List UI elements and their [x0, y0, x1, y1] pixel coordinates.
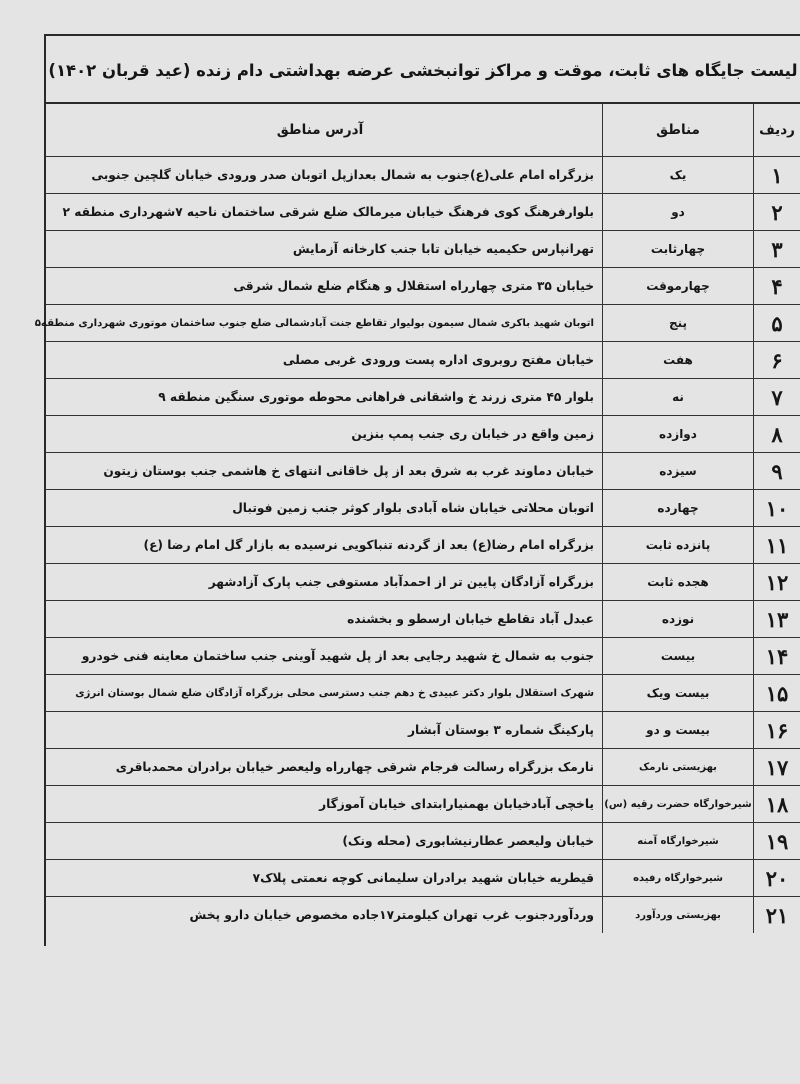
table-row — [46, 823, 800, 860]
row-number: ۱۰ — [754, 490, 800, 527]
row-address: وردآوردجنوب غرب تهران کیلومتر۱۷جاده مخصوص خیابان دارو پخش — [189, 908, 594, 922]
row-number: ۷ — [754, 379, 800, 416]
table-row — [46, 675, 800, 712]
row-address: عبدل آباد تقاطع خیابان ارسطو و بخشنده — [46, 601, 603, 638]
row-address: اتوبان شهید باکری شمال سیمون بولیوار تقاطع جنت آبادشمالی ضلع جنوب ساختمان موتوری شهرداری منطقه۵ — [46, 305, 603, 342]
row-number: ۱ — [754, 157, 800, 194]
header-address: آدرس مناطق — [46, 104, 603, 157]
row-region: سیزده — [603, 453, 754, 490]
row-region: چهارثابت — [603, 231, 754, 268]
row-number: ۱۲ — [754, 564, 800, 601]
row-region: دو — [603, 194, 754, 231]
row-address: پارکینگ شماره ۳ بوستان آبشار — [46, 712, 603, 749]
table-row — [46, 860, 800, 897]
row-address: قیطریه خیابان شهید برادران سلیمانی کوچه نعمتی پلاک۷ — [46, 860, 603, 897]
row-address: خیابان ولیعصر عطارنیشابوری (محله ونک) — [46, 823, 603, 860]
row-number: ۹ — [754, 453, 800, 490]
row-number: ۶ — [754, 342, 800, 379]
table-row — [46, 527, 800, 564]
row-address: بلوارفرهنگ کوی فرهنگ خیابان میرمالک ضلع شرقی ساختمان ناحیه ۷شهرداری منطقه ۲ — [46, 194, 603, 231]
table-row — [46, 601, 800, 638]
table-row — [46, 416, 800, 453]
row-address: زمین واقع در خیابان ری جنب پمپ بنزین — [46, 416, 603, 453]
row-region: شیرخوارگاه حضرت رقیه (س) — [603, 786, 754, 823]
row-address: نارمک بزرگراه رسالت فرجام شرقی چهارراه ولیعصر خیابان برادران محمدباقری — [46, 749, 603, 786]
row-number: ۱۸ — [754, 786, 800, 823]
table-row — [46, 638, 800, 675]
row-region: یک — [603, 157, 754, 194]
row-region: نوزده — [603, 601, 754, 638]
table-row — [46, 231, 800, 268]
row-region: چهارده — [603, 490, 754, 527]
row-number: ۱۶ — [754, 712, 800, 749]
document-sheet — [34, 34, 800, 946]
row-address: خیابان مفتح روبروی اداره پست ورودی غربی مصلی — [46, 342, 603, 379]
table-row — [46, 268, 800, 305]
row-number: ۱۴ — [754, 638, 800, 675]
row-region: شیرخوارگاه رفیده — [603, 860, 754, 897]
row-region: نه — [603, 379, 754, 416]
row-number: ۲ — [754, 194, 800, 231]
row-address: بلوار ۴۵ متری زرند خ واشقانی فراهانی محوطه موتوری سنگین منطقه ۹ — [46, 379, 603, 416]
table-row — [46, 897, 800, 934]
row-number: ۴ — [754, 268, 800, 305]
row-number: ۲۱ — [754, 897, 800, 934]
row-region: دوازده — [603, 416, 754, 453]
table-row — [46, 490, 800, 527]
table-row — [46, 564, 800, 601]
table-row — [46, 712, 800, 749]
row-region: بیست ویک — [603, 675, 754, 712]
row-region: بیست و دو — [603, 712, 754, 749]
locations-table — [34, 104, 800, 933]
table-row — [46, 194, 800, 231]
row-region: پانزده ثابت — [603, 527, 754, 564]
table-row — [46, 379, 800, 416]
row-region: بهزیستی وردآورد — [603, 897, 754, 934]
document-title: لیست جایگاه های ثابت، موقت و مراکز توانبخشی عرضه بهداشتی دام زنده (عید قربان ۱۴۰۲) — [48, 60, 798, 80]
row-address: بزرگراه آزادگان پایین تر از احمدآباد مستوفی جنب پارک آزادشهر — [46, 564, 603, 601]
row-region: شیرخوارگاه آمنه — [603, 823, 754, 860]
row-number: ۱۷ — [754, 749, 800, 786]
row-number: ۵ — [754, 305, 800, 342]
row-address: بزرگراه امام رضا(ع) بعد از گردنه تنباکویی نرسیده به بازار گل امام رضا (ع) — [46, 527, 603, 564]
row-region: چهارموقت — [603, 268, 754, 305]
row-address: خیابان دماوند غرب به شرق بعد از پل خاقانی انتهای خ هاشمی جنب بوستان زیتون — [46, 453, 603, 490]
row-region: هفت — [603, 342, 754, 379]
table-row — [46, 453, 800, 490]
row-address: یاخچی آبادخیابان بهمنیارابتدای خیابان آموزگار — [46, 786, 603, 823]
row-address: شهرک استقلال بلوار دکتر عبیدی خ دهم جنب دسترسی محلی بزرگراه آزادگان ضلع شمال بوستان انرژی — [46, 675, 603, 712]
row-number: ۳ — [754, 231, 800, 268]
table-row — [46, 342, 800, 379]
row-address: بزرگراه امام علی(ع)جنوب به شمال بعدازپل اتوبان صدر ورودی خیابان گلچین جنوبی — [46, 157, 603, 194]
row-region: هجده ثابت — [603, 564, 754, 601]
row-address: جنوب به شمال خ شهید رجایی بعد از پل شهید آوینی جنب ساختمان معاینه فنی خودرو — [46, 638, 603, 675]
table-header-row — [46, 104, 800, 157]
row-number: ۱۹ — [754, 823, 800, 860]
title-row — [46, 36, 800, 104]
header-region: مناطق — [603, 104, 754, 157]
row-region: بیست — [603, 638, 754, 675]
row-address: اتوبان محلاتی خیابان شاه آبادی بلوار کوثر جنب زمین فوتبال — [46, 490, 603, 527]
row-number: ۸ — [754, 416, 800, 453]
row-address: خیابان ۳۵ متری چهارراه استقلال و هنگام ضلع شمال شرقی — [46, 268, 603, 305]
table-row — [46, 157, 800, 194]
header-number: ردیف — [754, 104, 800, 157]
row-address: تهرانپارس حکیمیه خیابان تابا جنب کارخانه آزمایش — [46, 231, 603, 268]
table-row — [46, 305, 800, 342]
table-row — [46, 749, 800, 786]
row-number: ۱۳ — [754, 601, 800, 638]
row-number: ۲۰ — [754, 860, 800, 897]
row-number: ۱۵ — [754, 675, 800, 712]
row-number: ۱۱ — [754, 527, 800, 564]
row-region: بهزیستی نارمک — [603, 749, 754, 786]
table-row — [46, 786, 800, 823]
row-region: پنج — [603, 305, 754, 342]
